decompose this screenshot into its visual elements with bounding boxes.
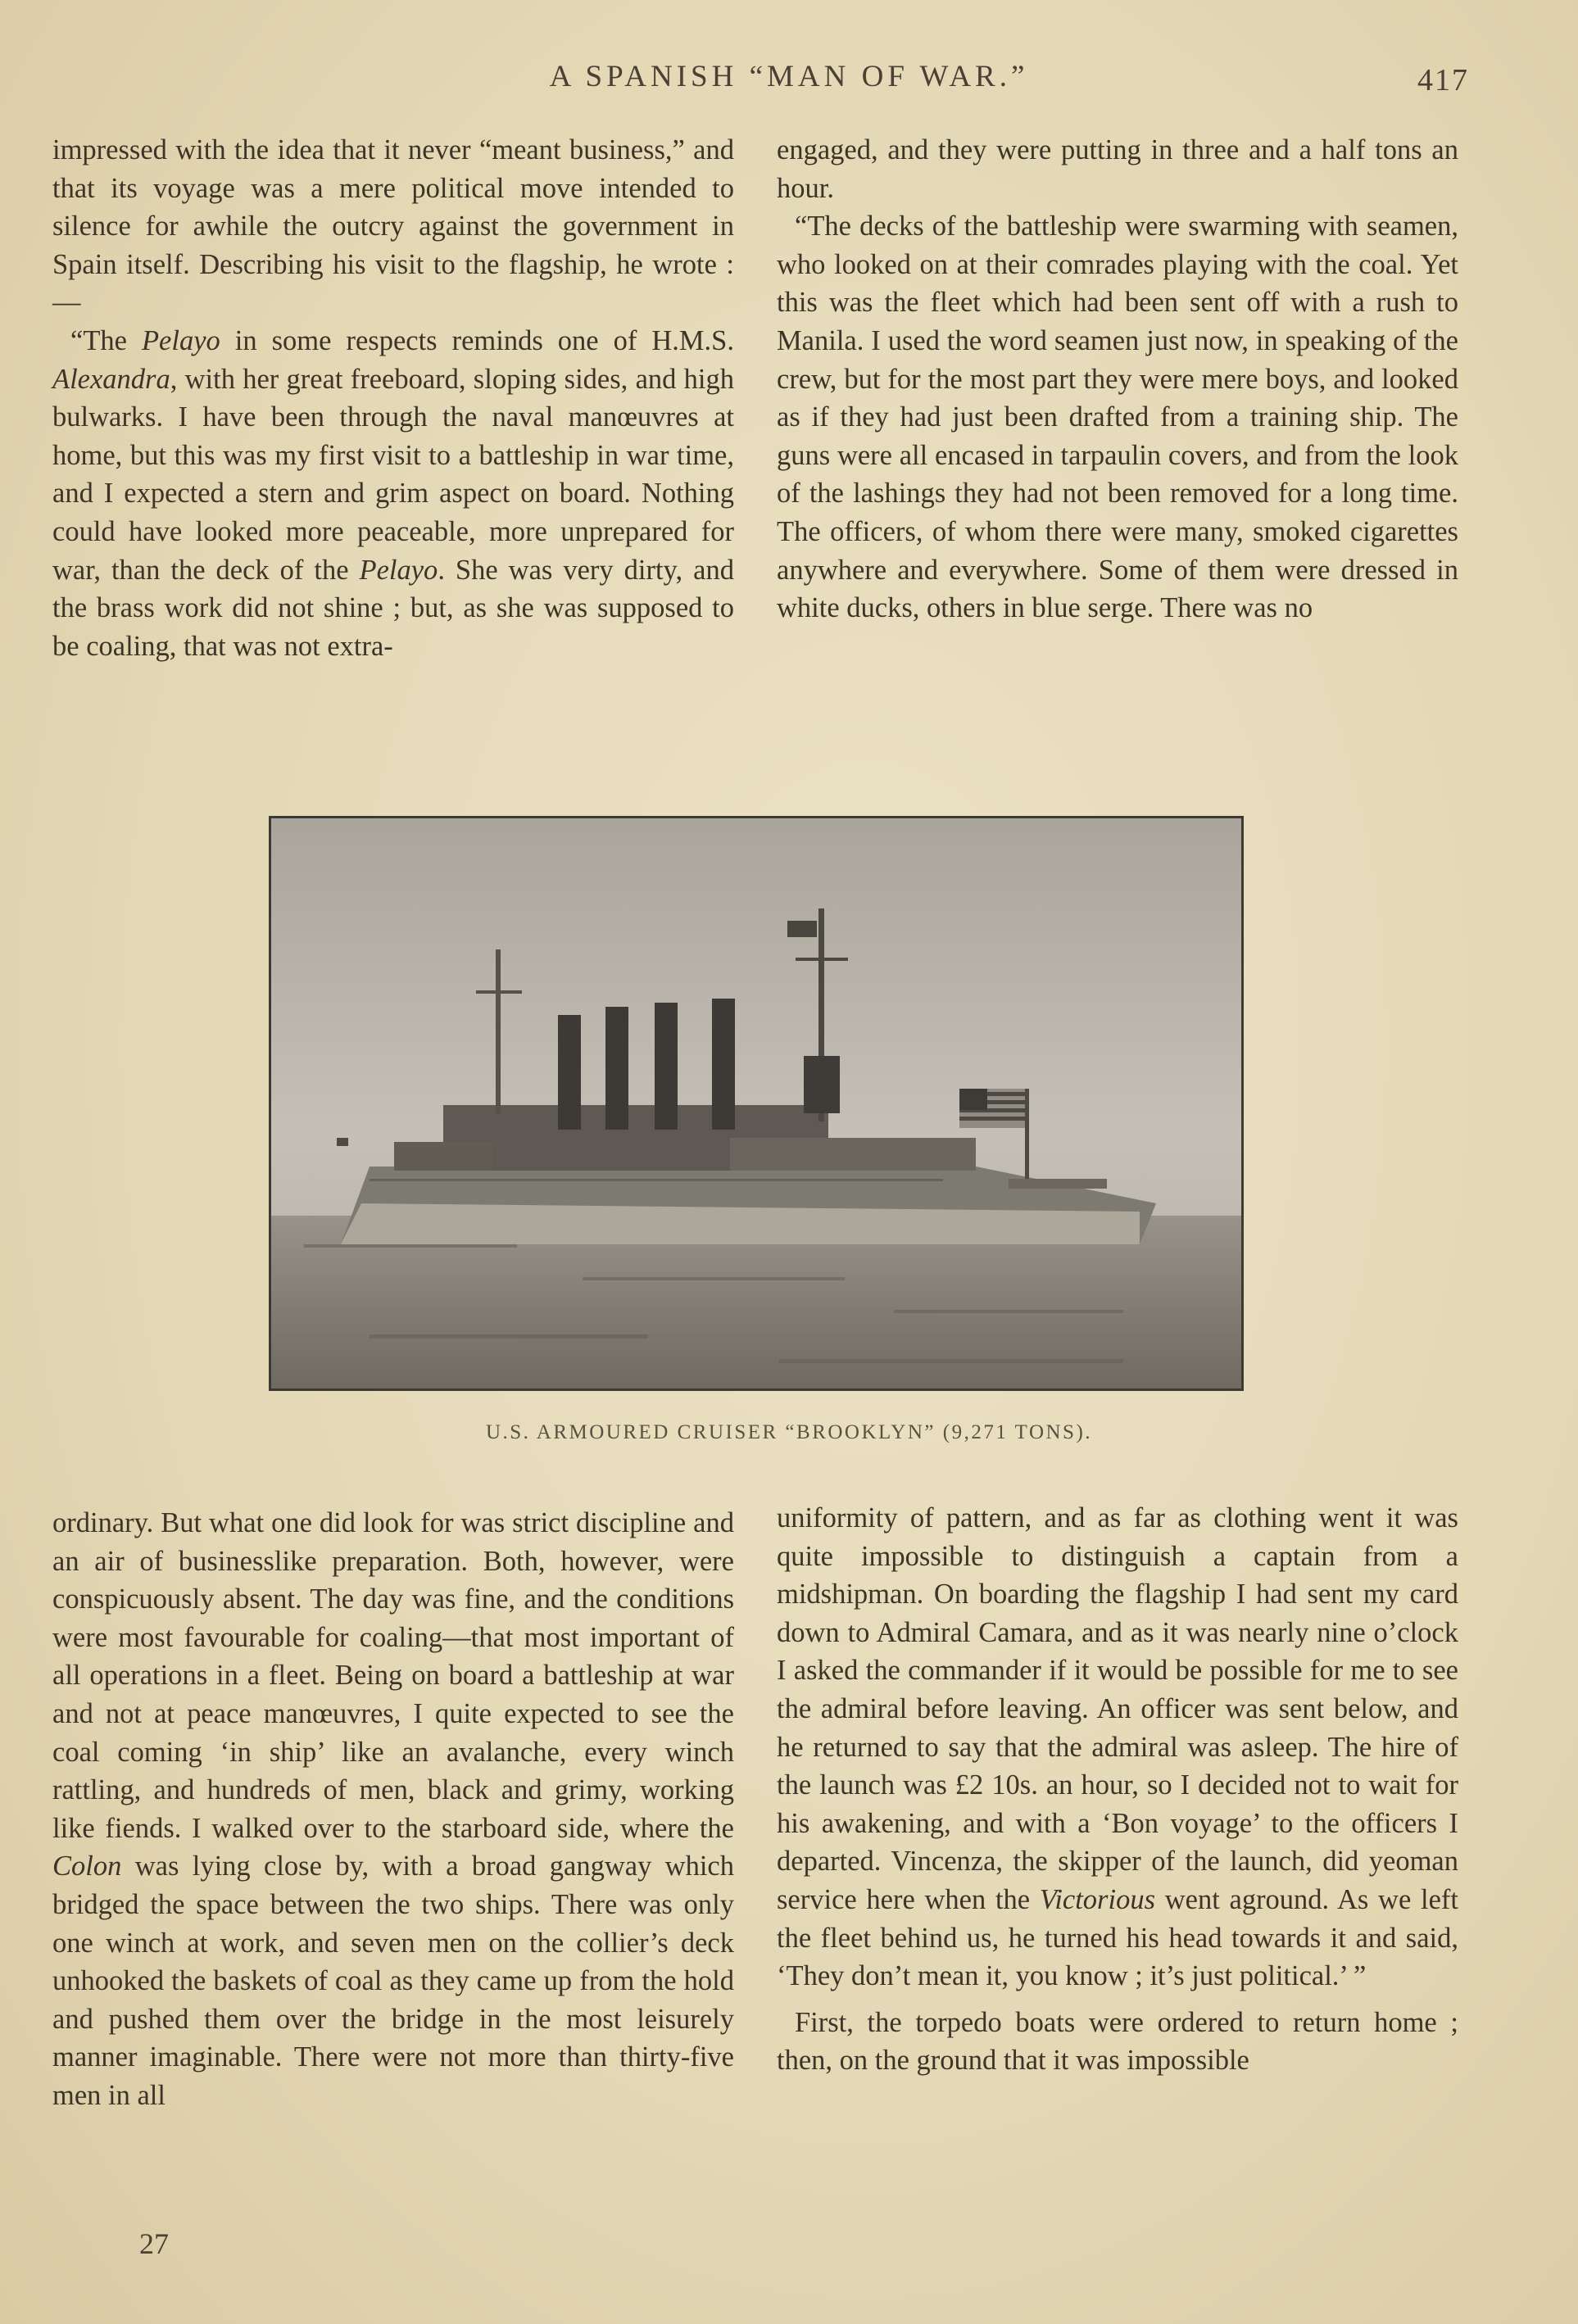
figure-caption: U.S. ARMOURED CRUISER “BROOKLYN” (9,271 TONS).	[485, 1421, 1093, 1443]
paragraph: uniformity of pattern, and as far as clothing went it was quite impossible to distinguish a captain from a midshipman. On boarding the flagship I had sent my card down to Admiral Camara, and as it was nearly nine o’clock I asked the commander if it would be possible for me to see the admiral before leaving. An officer was sent below, and he returned to say that the admiral was asleep. The hire of the launch was £2 10s. an hour, so I decided not to wait for his awakening, and with a ‘Bon voyage’ to the officers I departed. Vincenza, the skipper of the launch, did yeoman service here when the Victorious went aground. As we left the fleet behind us, he turned his head towards it and said, ‘They don’t mean it, you know ; it’s just political.’ ”	[777, 1502, 1458, 1992]
page-header	[0, 59, 1578, 108]
running-title: A SPANISH “MAN OF WAR.”	[549, 60, 1029, 93]
paragraph: “The decks of the battleship were swarming with seamen, who looked on at their comrades playing with the coal. Yet this was the fleet which had been sent off with a rush to Manila. I used the word seamen just now, in speaking of the crew, but for the most part they were mere boys, and looked as if they had just been drafted from a training ship. The guns were all encased in tarpaulin covers, and from the look of the lashings they had not been removed for a long time. The officers, of whom there were many, smoked cigarettes anywhere and everywhere. Some of them were dressed in white ducks, others in blue serge. There was no	[777, 211, 1458, 624]
column-bottom-left	[52, 1504, 734, 2115]
column-top-right	[777, 131, 1458, 627]
paragraph: impressed with the idea that it never “meant business,” and that its voyage was a mere political move intended to silence for awhile the outcry against the government in Spain itself. Describing his visit to the flagship, he wrote :—	[52, 134, 734, 319]
paragraph: “The Pelayo in some respects reminds one of H.M.S. Alexandra, with her great freeboard, sloping sides, and high bulwarks. I have been through the naval manœuvres at home, but this was my first visit to a battleship in war time, and I expected a stern and grim aspect on board. Nothing could have looked more peaceable, more unprepared for war, than the deck of the Pelayo. She was very dirty, and the brass work did not shine ; but, as she was supposed to be coaling, that was not extra-	[52, 324, 734, 662]
column-top-left	[52, 131, 734, 665]
paragraph: engaged, and they were putting in three and a half tons an hour.	[777, 134, 1458, 204]
page-number: 417	[1417, 63, 1469, 97]
paragraph: ordinary. But what one did look for was strict discipline and an air of businesslike preparation. Both, however, were conspicuously absent. The day was fine, and the conditions were most favourable for coaling—that most important of all operations in a fleet. Being on board a battleship at war and not at peace manœuvres, I quite expected to see the coal coming ‘in ship’ like an avalanche, every winch rattling, and hundreds of men, black and grimy, working like fiends. I walked over to the starboard side, where the Colon was lying close by, with a broad gangway which bridged the space between the two ships. There was only one winch at work, and seven men on the collier’s deck unhooked the baskets of coal as they came up from the hold and pushed them over the bridge in the most leisurely manner imaginable. There were not more than thirty-five men in all	[52, 1507, 734, 2111]
signature-mark: 27	[139, 2227, 169, 2260]
column-bottom-right	[777, 1499, 1458, 2080]
paragraph: First, the torpedo boats were ordered to return home ; then, on the ground that it was impossible	[777, 2006, 1458, 2077]
ship-photograph	[269, 816, 1244, 1391]
